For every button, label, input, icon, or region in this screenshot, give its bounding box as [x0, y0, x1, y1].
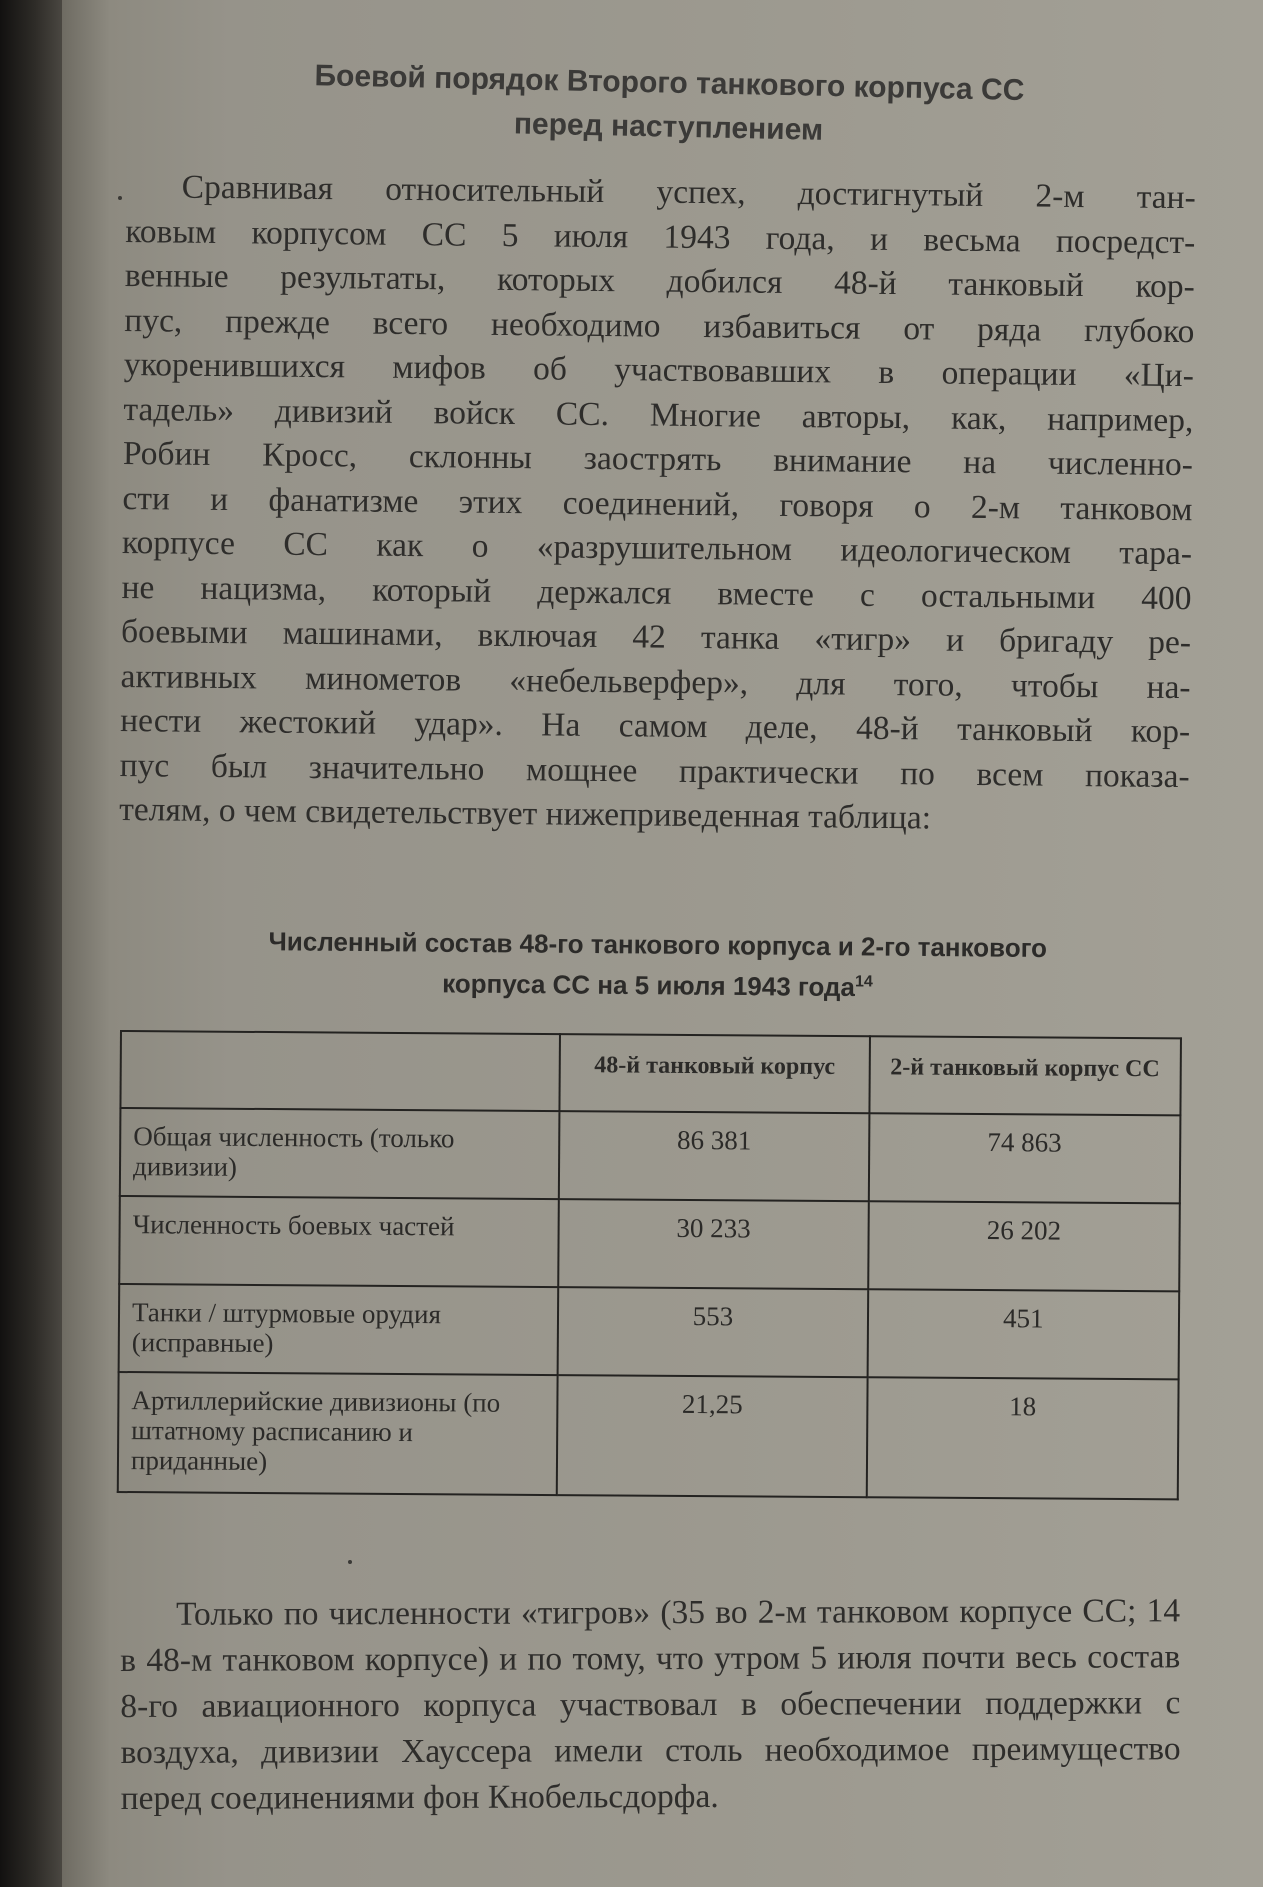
text-line: нести жестокий удар». На самом деле, 48-й танковый кор- — [119, 701, 1191, 751]
text-line: венные результаты, которых добился 48-й танковый кор- — [124, 256, 1195, 306]
paragraph-2 — [120, 1588, 1181, 1822]
text-line: Робин Кросс, склонны заострять внимание на численно- — [122, 434, 1194, 484]
row-label: Численность боевых частей — [119, 1196, 559, 1287]
text-line: пус, прежде всего необходимо избавиться от ряда глубоко — [124, 301, 1195, 350]
table-title — [127, 922, 1188, 1008]
table-title-text: корпуса СС на 5 июля 1943 года — [442, 968, 856, 1003]
print-speck — [118, 196, 122, 200]
cell-2ss: 26 202 — [868, 1201, 1180, 1291]
table-header-row — [120, 1031, 1181, 1115]
table-title-line: Численный состав 48-го танкового корпуса и 2-го танкового — [268, 926, 1048, 964]
table-row — [119, 1284, 1180, 1379]
text-line: телям, о чем свидетельствует нижеприведенная таблица: — [119, 790, 932, 837]
row-label: Артиллерийские дивизионы (по штатному расписанию и приданные) — [118, 1372, 558, 1495]
heading-line: Боевой порядок Второго танкового корпуса СС — [314, 59, 1025, 108]
cell-2ss: 451 — [867, 1289, 1179, 1379]
table-row — [120, 1108, 1181, 1203]
row-label: Танки / штурмовые орудия (исправные) — [119, 1284, 559, 1375]
cell-48: 86 381 — [559, 1111, 869, 1201]
table-header-2ss: 2-й танковый корпус СС — [869, 1036, 1181, 1115]
table-row — [119, 1196, 1180, 1291]
cell-48: 553 — [558, 1287, 868, 1377]
table-row — [118, 1372, 1179, 1499]
footnote-marker: 14 — [854, 973, 873, 991]
table-header-empty — [120, 1031, 560, 1111]
paragraph-2-text: Только по численности «тигров» (35 во 2-м танковом корпусе СС; 14 в 48-м танковом корпусе) и по тому, что утром 5 июля почти весь состав 8-го авиационного корпуса участвовал в обеспечении поддержки с воздуха, дивизии Хауссера имели столь необходимое преимущество перед соединениями фон Кнобельсдорфа. — [120, 1592, 1181, 1817]
heading-line: перед наступлением — [513, 107, 824, 147]
cell-48: 21,25 — [557, 1375, 867, 1497]
paragraph-1 — [119, 165, 1196, 844]
cell-48: 30 233 — [558, 1199, 868, 1289]
statistics-table — [117, 1030, 1182, 1500]
text-line: укоренившихся мифов об участвовавших в операции «Ци- — [123, 345, 1195, 395]
print-speck — [348, 1560, 352, 1564]
text-line: боевыми машинами, включая 42 танка «тигр» и бригаду ре- — [120, 612, 1192, 662]
text-line: тадель» дивизий войск СС. Многие авторы, как, например, — [123, 390, 1194, 439]
book-gutter — [0, 0, 62, 1887]
text-line: активных минометов «небельверфер», для того, чтобы на- — [120, 657, 1191, 706]
text-line: ковым корпусом СС 5 июля 1943 года, и весьма посредст- — [125, 212, 1196, 261]
row-label: Общая численность (только дивизии) — [120, 1108, 560, 1199]
table-header-48: 48-й танковый корпус — [560, 1034, 870, 1113]
text-line: не нацизма, который держался вместе с остальными 400 — [121, 568, 1192, 617]
cell-2ss: 18 — [866, 1377, 1178, 1499]
cell-2ss: 74 863 — [868, 1113, 1180, 1203]
text-line: корпусе СС как о «разрушительном идеологическом тара- — [121, 523, 1193, 573]
text-line: пус был значительно мощнее практически по всем показа- — [119, 746, 1190, 795]
text-line: Сравнивая относительный успех, достигнутый 2-м тан- — [181, 168, 1196, 217]
text-line: сти и фанатизме этих соединений, говоря о 2-м танковом — [122, 479, 1193, 528]
